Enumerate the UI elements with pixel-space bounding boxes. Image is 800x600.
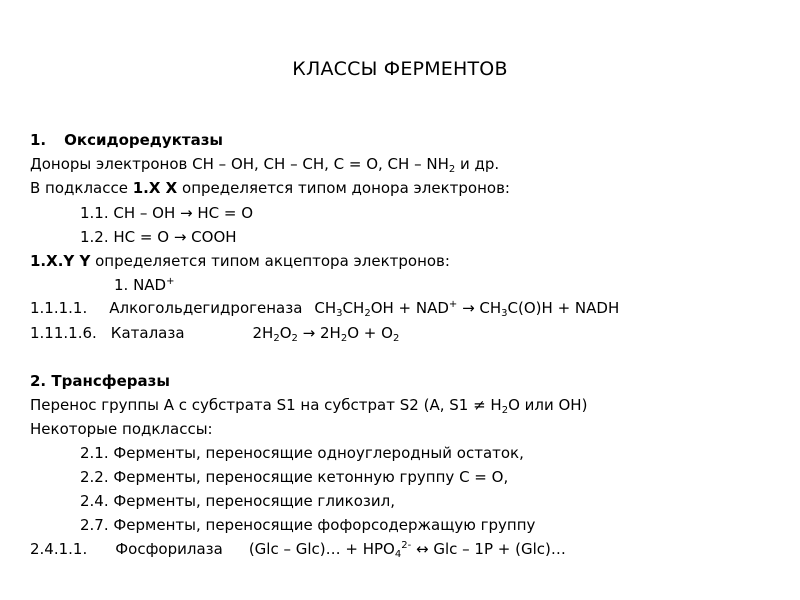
enzyme-alcohol-dehydrogenase — [30, 298, 619, 318]
transfer-line — [30, 395, 587, 415]
subclass-rest: определяется типом донора электронов: — [177, 179, 510, 197]
xy-code: 1.X.Y Y — [30, 252, 91, 270]
some-subclasses: Некоторые подклассы: — [30, 420, 213, 438]
subclass-1-2: 1.2. HC = O → COOH — [80, 228, 237, 246]
subclass-intro: В подклассе — [30, 179, 133, 197]
nad-text: 1. NAD — [114, 276, 167, 294]
nad-superscript: + — [166, 276, 175, 287]
subclass-2-4: 2.4. Ферменты, переносящие гликозил, — [80, 492, 395, 510]
subclass-1-1: 1.1. CH – OH → HC = O — [80, 204, 254, 222]
enzyme-phosphorylase — [30, 539, 566, 559]
transfer-text-end: O или OH) — [508, 396, 588, 414]
subclass-2-1: 2.1. Ферменты, переносящие одноуглеродный остаток, — [80, 444, 524, 462]
section1-heading-text: Оксидоредуктазы — [64, 131, 223, 149]
xy-line — [30, 251, 450, 271]
subclass-2-2: 2.2. Ферменты, переносящие кетонную группу C = O, — [80, 468, 509, 486]
xy-rest: определяется типом акцептора электронов: — [90, 252, 450, 270]
slide-title: КЛАССЫ ФЕРМЕНТОВ — [292, 58, 508, 80]
enzyme-equation: $CH_3CH_2OH + NAD^+ \to CH_3C(O)H$ + NADH — [314, 299, 620, 319]
nad-line — [114, 275, 175, 295]
section1-number: 1. — [30, 131, 47, 149]
enzyme-equation: (Glc – Glc)… + $HPO_4^{2-}$ ↔ Glc – 1P + (Glc)… — [248, 540, 566, 560]
donors-subscript: 2 — [448, 164, 456, 175]
donors-line — [30, 154, 499, 174]
enzyme-code: 1.1.1.1. — [30, 299, 88, 317]
section2-heading: 2. Трансферазы — [30, 372, 170, 390]
enzyme-code: 1.11.1.6. — [30, 324, 97, 342]
enzyme-code: 2.4.1.1. — [30, 540, 88, 558]
enzyme-name: Алкогольдегидрогеназа — [109, 299, 303, 317]
subclass-2-7: 2.7. Ферменты, переносящие фофорсодержащую группу — [80, 516, 536, 534]
enzyme-equation: $2H_2O_2 \to 2H_2O + O_2$ — [252, 324, 400, 344]
section1-heading — [30, 130, 223, 150]
enzyme-name: Фосфорилаза — [115, 540, 223, 558]
subclass-line — [30, 178, 510, 198]
subclass-code: 1.X X — [132, 179, 178, 197]
transfer-subscript: 2 — [501, 405, 509, 416]
donors-text-end: и др. — [455, 155, 500, 173]
donors-text: Доноры электронов CH – OH, CH – CH, C = O, CH – NH — [30, 155, 449, 173]
enzyme-catalase — [30, 323, 399, 343]
transfer-text: Перенос группы А с субстрата S1 на субстрат S2 (A, S1 ≠ H — [30, 396, 502, 414]
enzyme-name: Каталаза — [110, 324, 185, 342]
